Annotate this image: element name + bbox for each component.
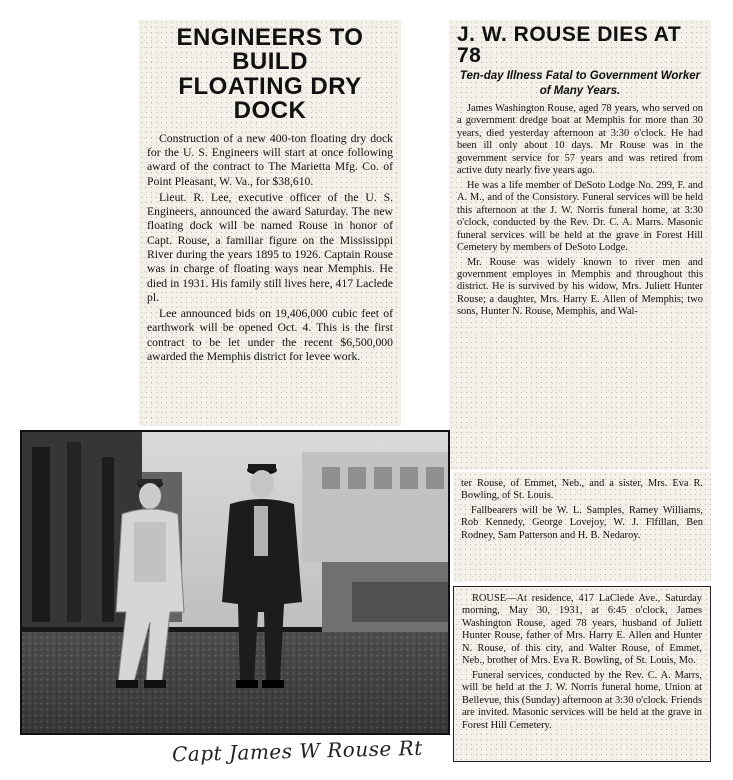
engineers-paragraph-2: Lieut. R. Lee, executive officer of the U. S. Engineers, announced the award Saturday. The new floating dock will be named Rouse in honor of Capt. Rouse, a familiar figure on the Mississippi River during the years 1895 to 1926. Captain Rouse was in charge of floating ways near Memphis. He died in 1931. His family still lives here, 417 Laclede pl.	[147, 190, 393, 304]
engineers-article-clipping	[139, 20, 401, 426]
death-notice-paragraph-2: Funeral services, conducted by the Rev. C. A. Marrs, will be held at the J. W. Norris funeral home, Union at Bellevue, this (Sunday) afternoon at 3:30 o'clock. Friends are invited. Masonic services will be held at the grave in Forest Hill Cemetery.	[462, 669, 702, 731]
engineers-headline-line2: FLOATING DRY DOCK	[178, 72, 362, 125]
rouse-obituary-continuation	[453, 472, 711, 582]
photograph-image	[22, 432, 448, 733]
rouse-paragraph-2: He was a life member of DeSoto Lodge No. 299, F. and A. M., and of the Consistory. Funeral services will be held this afternoon at the J. W. Norris funeral home, at 3:30 o'clock, conducted by the Rev. Dr. C. A. Marrs. Masonic funeral services will be held at the grave in Forest Hill Cemetery by members of DeSoto Lodge.	[457, 179, 703, 254]
death-notice-clipping	[453, 586, 711, 762]
rouse-article-body	[457, 103, 703, 319]
engineers-paragraph-3: Lee announced bids on 19,406,000 cubic feet of earthwork will be opened Oct. 4. This is the first contract to be let under the recent $6,500,000 awarded the Memphis district for levee work.	[147, 307, 393, 363]
rouse-subhead: Ten-day Illness Fatal to Government Worker of Many Years.	[459, 69, 701, 97]
continuation-body	[461, 478, 703, 542]
rouse-obituary-clipping	[449, 20, 711, 470]
continuation-paragraph-2: Fallbearers will be W. L. Samples, Ramey Williams, Rob Kennedy, George Lovejoy, W. J. Flfillan, Ben Rodney, Sam Patterson and H. B. Nedaroy.	[461, 504, 703, 541]
rouse-headline: J. W. ROUSE DIES AT 78	[457, 23, 682, 68]
engineers-headline-line1: ENGINEERS TO BUILD	[176, 24, 364, 76]
death-notice-paragraph-1: ROUSE—At residence, 417 LaClede Ave., Saturday morning, May 30, 1931, at 6:45 o'clock, James Washington Rouse, aged 78 years, husband of Juliett Hunter Rouse, father of Mrs. Harry E. Allen and Hunter N. Rouse, of this city, and Walter Rouse, of Emmet, Neb., brother of Mrs. Eva R. Bowling, of St. Louis, Mo.	[462, 593, 702, 667]
rouse-paragraph-3: Mr. Rouse was widely known to river men and government employes in Memphis and throughout this district. He is survived by his widow, Mrs. Juliett Hunter Rouse; a daughter, Mrs. Harry E. Allen of Memphis; two sons, Hunter N. Rouse, Memphis, and Wal-	[457, 256, 703, 318]
engineers-headline	[147, 26, 393, 124]
engineers-article-body	[147, 132, 393, 364]
rouse-paragraph-1: James Washington Rouse, aged 78 years, who served on a government dredge boat at Memphis for more than 30 years, died yesterday afternoon at 3:30 o'clock. He had been ill only about 10 days. Mr Rouse was in the government service for 57 years and was retired from active duty nearly five years ago.	[457, 102, 703, 177]
continuation-paragraph-1: ter Rouse, of Emmet, Neb., and a sister, Mrs. Eva R. Bowling, of St. Louis.	[461, 478, 703, 502]
death-notice-body	[462, 593, 702, 732]
photograph-two-men	[20, 430, 450, 735]
engineers-paragraph-1: Construction of a new 400-ton floating dry dock for the U. S. Engineers will start at once following award of the contract to The Marietta Mfg. Co. of Point Pleasant, W. Va., for $38,610.	[147, 131, 393, 188]
handwritten-caption: Capt James W Rouse Rt	[171, 735, 424, 767]
